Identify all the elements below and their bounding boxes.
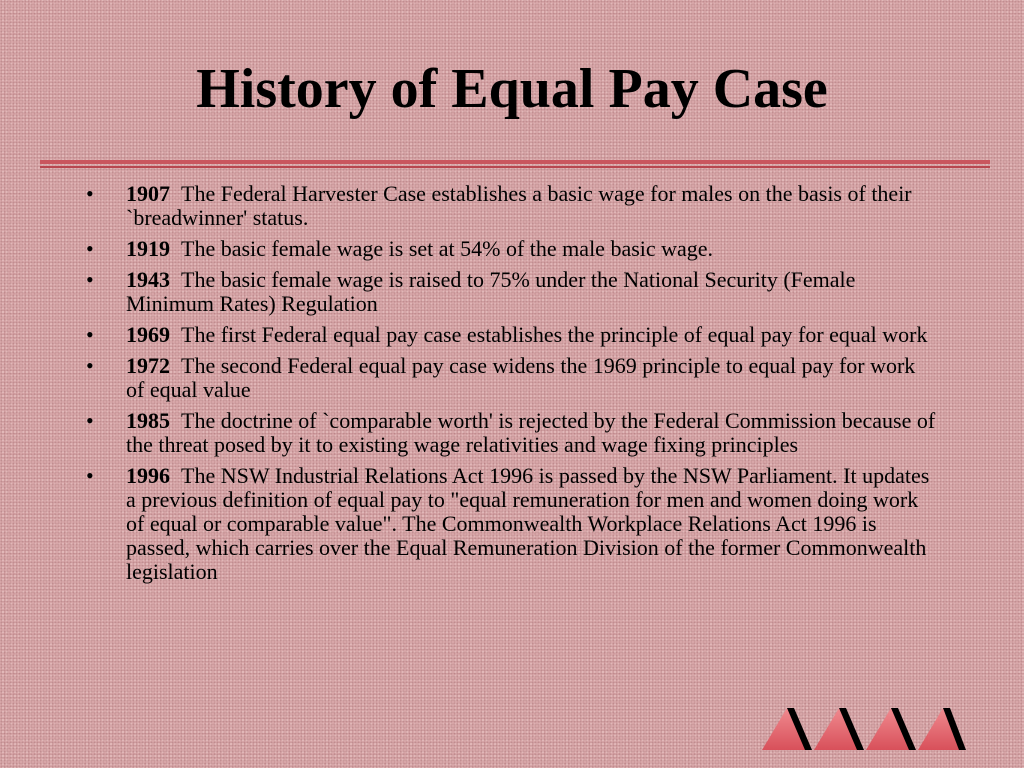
logo-triangle (918, 708, 966, 750)
timeline-list (86, 182, 936, 591)
bullet-icon: • (86, 322, 94, 347)
slide-title: History of Equal Pay Case (196, 58, 828, 120)
list-item (86, 464, 936, 584)
item-text: The basic female wage is set at 54% of the male basic wage. (181, 236, 714, 261)
item-text: The basic female wage is raised to 75% under the National Security (Female Minimum Rates) Regulation (126, 267, 856, 316)
list-item (86, 182, 936, 230)
item-year: 1919 (126, 236, 170, 261)
item-year: 1996 (126, 463, 170, 488)
item-text: The first Federal equal pay case establishes the principle of equal pay for equal work (181, 322, 928, 347)
item-year: 1943 (126, 267, 170, 292)
list-item (86, 409, 936, 457)
bullet-icon: • (86, 236, 94, 261)
logo-triangle (814, 708, 864, 750)
divider-line-top (40, 160, 990, 164)
bullet-icon: • (86, 353, 94, 378)
item-text: The second Federal equal pay case widens the 1969 principle to equal pay for work of equal value (126, 353, 916, 402)
item-year: 1972 (126, 353, 170, 378)
logo-triangle (762, 708, 812, 750)
item-year: 1969 (126, 322, 170, 347)
bullet-icon: • (86, 463, 94, 488)
item-text: The Federal Harvester Case establishes a basic wage for males on the basis of their `breadwinner' status. (126, 181, 912, 230)
list-item (86, 354, 936, 402)
triangles-logo-icon (760, 706, 968, 752)
bullet-icon: • (86, 267, 94, 292)
bullet-icon: • (86, 181, 94, 206)
title-divider (40, 160, 990, 170)
item-year: 1907 (126, 181, 170, 206)
item-text: The doctrine of `comparable worth' is rejected by the Federal Commission because of the threat posed by it to existing wage relativities and wage fixing principles (126, 408, 936, 457)
item-text: The NSW Industrial Relations Act 1996 is passed by the NSW Parliament. It updates a previous definition of equal pay to "equal remuneration for men and women doing work of equal or comparable value". The Commonwealth Workplace Relations Act 1996 is passed, which carries over the Equal Remuneration Division of the former Commonwealth legislation (126, 463, 930, 584)
list-item (86, 323, 936, 347)
list-item (86, 268, 936, 316)
bullet-icon: • (86, 408, 94, 433)
divider-line-bottom (40, 166, 990, 168)
item-year: 1985 (126, 408, 170, 433)
logo-triangle (866, 708, 916, 750)
list-item (86, 237, 936, 261)
